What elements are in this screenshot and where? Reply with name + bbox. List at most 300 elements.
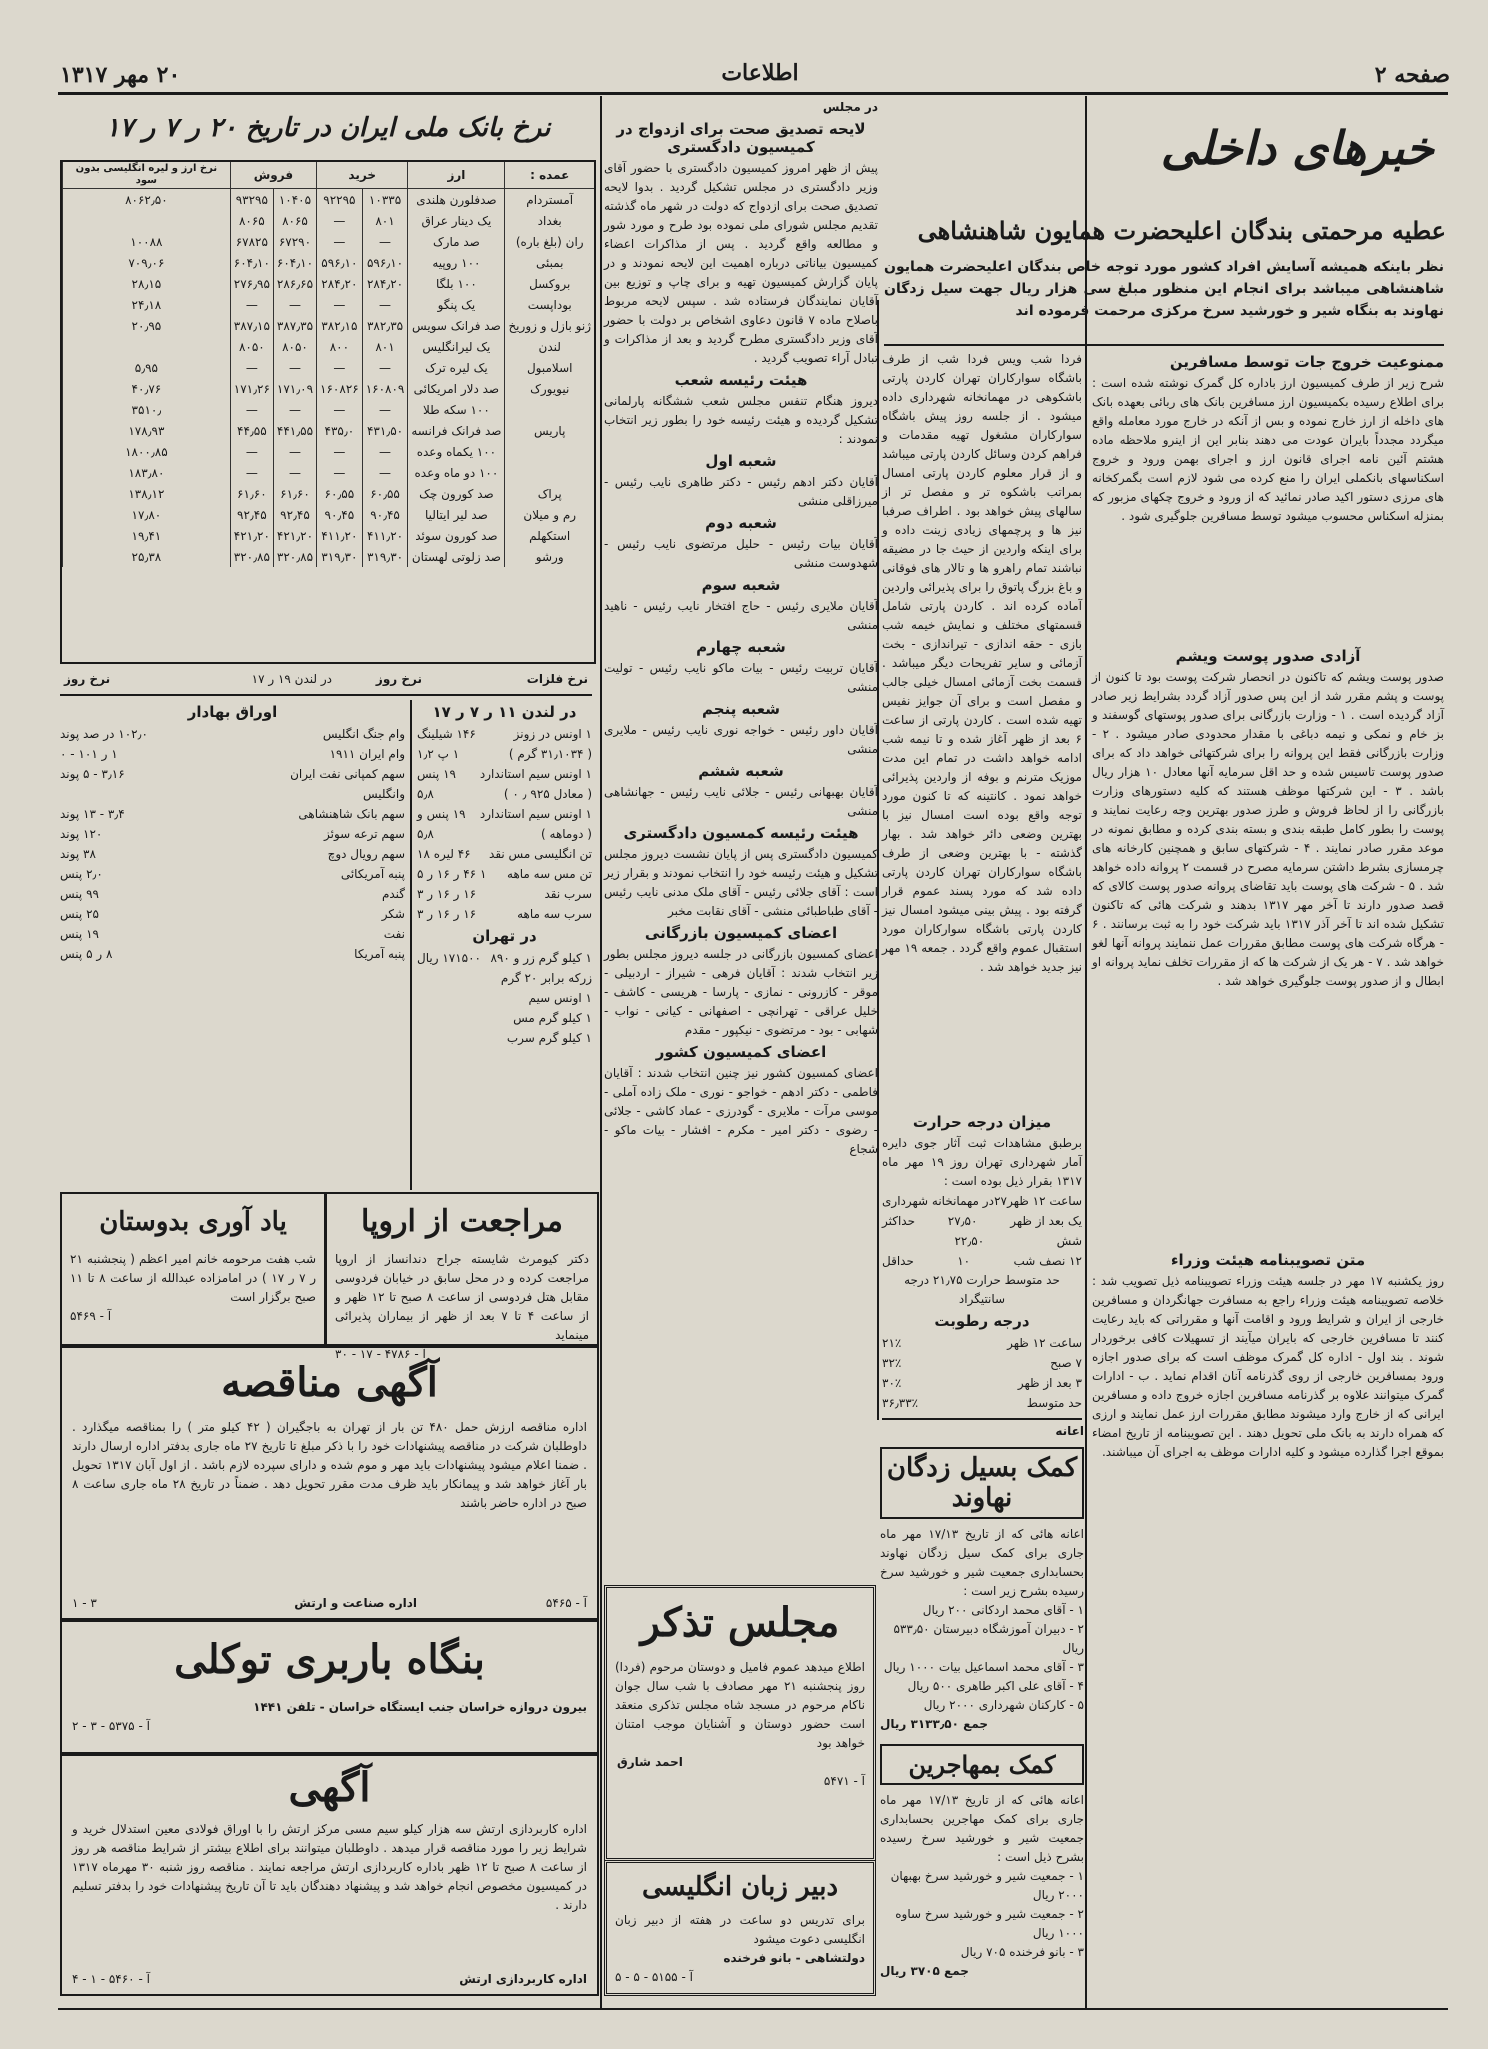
aid-total: جمع ۳۱۳۳٫۵۰ ریال xyxy=(880,1717,989,1731)
branch-title: شعبه اول xyxy=(705,452,777,470)
ad-body: دکتر کیومرث شایسته جراح دندانساز از اروپا مراجعت کرده و در محل سابق در خیابان فردوسی مقابل هتل فردوسی از ساعت ۸ صبح تا ۱۲ ظهر و از ساعت ۴ تا ۷ بعد از ظهر از بیماران پذیرائی مینماید xyxy=(335,1252,589,1342)
rates-cell-3: ۳۸۲٫۱۵ xyxy=(317,315,363,336)
metals-date: در لندن ۱۹ ر ۱۷ xyxy=(251,672,332,686)
rates-cell-1: صد لیر ایتالیا xyxy=(408,504,505,525)
notice-code: آ - ۵۱۵۵ - ۵ - ۵ xyxy=(615,1970,693,1984)
bond-row-cell-0: سهم ترعه سوئز xyxy=(324,827,405,841)
rates-cell-5: ۳۸۷٫۱۵ xyxy=(230,315,273,336)
branch-members: آقایان داور رئیس - خواجه نوری نایب رئیس - ملایری منشی xyxy=(604,723,878,756)
rates-row xyxy=(63,504,595,525)
notice-signature: دولتشاهی - بانو فرخنده xyxy=(723,1951,865,1965)
london-row-cell-0: ۱ اونس سیم استاندارد xyxy=(479,767,592,781)
rates-cell-1: ۱۰۰ سکه طلا xyxy=(408,399,505,420)
temperature-row xyxy=(882,1251,1082,1271)
health-bill-body: پیش از ظهر امروز کمیسیون دادگستری با حضور آقای وزیر دادگستری در مجلس تشکیل گردید . بدوا لایحه تصدیق صحت برای ازدواج که دولت در شهر ماه گذشته تقدیم مجلس شورای ملی نموده بود طرح و مورد شور و مطالعه واقع گردید . پس از مذاکرات اعضاء کمیسیون بیاناتی درباره اهمیت این لایحه نمودند و در پایان گزارش کمیسیون تهیه و برای چاپ و توزیع بین آقایان نمایندگان فرستاده شد . سپس لایحه مربوط باصلاح ماده ۷ قانون دعاوی اشخاص بر دولت با حضور آقای وزیر دادگستری مطرح گردید و بعد از مذاکرات و تبادل آراء تصویب گردید . xyxy=(604,161,878,365)
rates-cell-2: — xyxy=(362,294,408,315)
rule xyxy=(882,1418,1082,1420)
memorial-title: مجلس تذکر xyxy=(640,1599,840,1646)
tehran-row-cell-1: ۱۷۱۵۰۰ ریال xyxy=(417,951,481,965)
rates-row xyxy=(63,336,595,357)
rates-cell-1: صد فرانک سویس xyxy=(408,315,505,336)
ad-footer xyxy=(72,1970,587,1990)
rates-title: نرخ بانک ملی ایران در تاریخ ۲۰ ر ۷ ر ۱۷ xyxy=(105,113,551,143)
rates-cell-1: یک لیره ترک xyxy=(408,357,505,378)
london-row xyxy=(417,764,592,784)
rates-header xyxy=(60,98,596,158)
humidity-row xyxy=(882,1373,1082,1393)
rates-cell-6: ۱۰۰۸۸ xyxy=(63,231,231,252)
aid-list xyxy=(880,1601,1084,1715)
rates-row xyxy=(63,462,595,483)
royal-gift-lead: نظر باینکه همیشه آسایش افراد کشور مورد توجه خاص بندگان اعلیحضرت همایون شاهنشاهی میباشد برای انجام این منظور مبلغ سی هزار ریال جهت سیل زدگان نهاوند به بنگاه شیر و خورشید سرخ مرکزی مرحمت فرموده اند xyxy=(884,259,1444,319)
bond-row xyxy=(60,824,405,844)
export-article xyxy=(1092,644,1444,1244)
humidity-row-cell-0: ۷ صبح xyxy=(1050,1356,1082,1370)
ad-title: آگهی xyxy=(288,1764,371,1811)
royal-gift-headline: عطیه مرحمتی بندگان اعلیحضرت همایون شاهنشاهی xyxy=(917,216,1446,245)
rates-cell-5: ۴۲۱٫۲۰ xyxy=(230,525,273,546)
bond-row-cell-1: ۱۰۲٫۰ در صد پوند xyxy=(60,727,148,741)
bond-row-cell-0: سهم رویال دوچ xyxy=(327,847,405,861)
notice-title: دبیر زبان انگلیسی xyxy=(641,1872,839,1902)
rates-cell-3: — xyxy=(317,399,363,420)
rates-cell-1: صدفلورن هلندی xyxy=(408,189,505,211)
rates-cell-2: — xyxy=(362,231,408,252)
tehran-row xyxy=(417,968,592,988)
bond-row xyxy=(60,924,405,944)
judicial-body: کمیسیون دادگستری پس از پایان نشست دیروز مجلس تشکیل و هیئت رئیسه خود را انتخاب نمودند و بقرار زیر است : آقای جلائی رئیس - آقای ملک مدنی نایب رئیس - آقای طباطبائی منشی - آقای نقابت مخبر xyxy=(604,847,878,918)
rates-row xyxy=(63,420,595,441)
rates-row xyxy=(63,525,595,546)
bottom-rule xyxy=(58,2008,1448,2010)
rates-cell-3: ۹۰٫۴۵ xyxy=(317,504,363,525)
london-row xyxy=(417,904,592,924)
rates-cell-1: صد مارک xyxy=(408,231,505,252)
aid-item: ۵ - کارکنان شهرداری ۲۰۰۰ ریال xyxy=(923,1698,1084,1712)
humidity-row-cell-0: حد متوسط xyxy=(1026,1396,1082,1410)
bond-row-cell-1: ۲٫۰ پنس xyxy=(60,867,103,881)
rates-cell-5: ۹۳۲۹۵ xyxy=(230,189,273,211)
section-kicker: در مجلس xyxy=(822,100,878,114)
rates-cell-0 xyxy=(505,399,594,420)
rates-cell-4: ۱۷۱٫۰۹ xyxy=(273,378,316,399)
temperature-table xyxy=(882,1191,1082,1271)
humidity-row xyxy=(882,1333,1082,1353)
bond-row-cell-1: ۱ ر ۱۰۱ - ۰ xyxy=(60,747,118,761)
rates-cell-5: ۶۱٫۶۰ xyxy=(230,483,273,504)
branches-intro: دیروز هنگام تنفس مجلس شعب ششگانه پارلمانی تشکیل گردیده و هیئت رئیسه خود را بطور زیر انتخاب نمودند : xyxy=(604,394,878,446)
metals-label: نرخ فلزات xyxy=(526,672,588,686)
column-divider xyxy=(410,700,412,1190)
rates-cell-5: ۹۲٫۴۵ xyxy=(230,504,273,525)
aid-item: ۳ - آقای محمد اسماعیل بیات ۱۰۰۰ ریال xyxy=(883,1660,1084,1674)
ad-code: آ - ۵۳۷۵ - ۳ - ۲ xyxy=(72,1719,150,1733)
tehran-row xyxy=(417,1008,592,1028)
bond-row xyxy=(60,904,405,924)
london-row-cell-0: سرب نقد xyxy=(544,887,592,901)
rates-cell-5: ۲۷۶٫۹۵ xyxy=(230,273,273,294)
bond-row-cell-1: ۲۵ پنس xyxy=(60,907,99,921)
rates-row xyxy=(63,546,595,567)
rates-cell-5: — xyxy=(230,357,273,378)
rates-cell-0: ورشو xyxy=(505,546,594,567)
rates-cell-3: ۳۱۹٫۳۰ xyxy=(317,546,363,567)
memorial-code: آ - ۵۴۷۱ xyxy=(823,1774,865,1788)
rates-cell-4: — xyxy=(273,357,316,378)
tehran-title: در تهران xyxy=(472,927,537,945)
article-body: فردا شب ویس فردا شب از طرف باشگاه سوارکاران تهران کاردن پارتی باشکوهی در مهمانخانه شهرداری داده میشود . از جلسه روز پیش باشگاه سوارکاران مشغول تهیه مقدمات و فراهم کردن وسائل کاردن پارتی میباشد و از قرار معلوم کاردن پارتی امسال بمراتب باشکوه تر و مفصل تر از سالهای پیش خواهد بود . اطراف صرفبا نیز ها و پرچمهای زیادی زینت داده و برای اینکه واردین از حیث جا در مضیقه نباشند تمام راهرو ها و تالار های فوقانی و باغ بزرگ پاتوق را برای پذیرائی واردین آماده کرده اند . کاردن پارتی شامل قسمتهای مختلف و نمایش خیمه شب بازی - حقه اندازی - تیراندازی - بخت آزمائی و سایر تفریحات دیگر میباشد . قسمت بخت آزمائی امسال خیلی جالب و مفصل است و برای آن جوایز نفیس تهیه شده است . کاردن پارتی از ساعت ۶ بعد از ظهر آغاز شده و تا نیمه شب ادامه خواهد داشت در تمام این مدت موزیک مترنم و بوفه از واردین پذیرائی خواهد نمود . کانتینه که تا کنون مورد توجه واقع بوده است امسال نیز با بهترین وضعی دائر خواهد شد . بهار گذشته - با بهترین وضعی از طرف باشگاه سوارکاران تهران کاردن پارتی داده شد که مورد پسند عموم قرار گرفته بود . پیش بینی میشود امسال نیز کاردن پارتی باشگاه سوارکاران مورد استقبال عموم واقع گردد . جمعه ۱۹ مهر نیز جدید خواهد شد . xyxy=(882,352,1082,974)
rates-cell-5: — xyxy=(230,399,273,420)
branch-title: شعبه ششم xyxy=(698,762,784,780)
rates-cell-3: ۶۰٫۵۵ xyxy=(317,483,363,504)
london-row-cell-1: ۱۶ ر ۱۶ ر ۳ xyxy=(417,887,477,901)
ad-body: شب هفت مرحومه خانم امیر اعظم ( پنجشنبه ۲۱ ر ۷ ر ۱۷ ) در امامزاده عبدالله از ساعت ۸ تا ۱۱ صبح برگزار است xyxy=(70,1252,317,1304)
rates-cell-0: رم و میلان xyxy=(505,504,594,525)
migrant-aid-item: ۲ - جمعیت شیر و خورشید سرخ ساوه ۱۰۰۰ ریال xyxy=(895,1907,1084,1940)
tehran-row xyxy=(417,1028,592,1048)
rates-cell-3: ۲۸۴٫۲۰ xyxy=(317,273,363,294)
ad-office: اداره صناعت و ارتش xyxy=(294,1596,417,1610)
branch-title: شعبه پنجم xyxy=(702,700,780,718)
tehran-row-cell-0: ۱ کیلو گرم سرب xyxy=(506,1031,592,1045)
bond-row-cell-0: وام جنگ انگلیس xyxy=(322,727,405,741)
bond-row-cell-0: نفت xyxy=(383,927,405,941)
rates-cell-6: ۱۹٫۴۱ xyxy=(63,525,231,546)
rates-cell-3: ۸۰۰ xyxy=(317,336,363,357)
ad-code: آ - ۵۴۶۰ - ۱ - ۴ xyxy=(72,1972,150,1986)
tender-ad xyxy=(60,1346,599,1620)
temperature-row-cell-0: ۱۲ نصف شب xyxy=(1013,1254,1082,1268)
migrants-list xyxy=(880,1867,1084,1962)
rates-cell-1: صد زلوتی لهستان xyxy=(408,546,505,567)
rates-cell-2: — xyxy=(362,441,408,462)
rates-cell-4: ۸۰۵۰ xyxy=(273,336,316,357)
rates-cell-3: ۹۲۲۹۵ xyxy=(317,189,363,211)
rates-cell-4: ۳۸۷٫۳۵ xyxy=(273,315,316,336)
bond-row xyxy=(60,884,405,904)
bond-row-cell-0: پنبه آمریکائی xyxy=(340,867,405,881)
rates-cell-2: ۶۰٫۵۵ xyxy=(362,483,408,504)
bond-row xyxy=(60,844,405,864)
tehran-row-cell-0: ۱ کیلو گرم مس xyxy=(513,1011,592,1025)
memorial-notice xyxy=(604,1585,876,1861)
temperature-row xyxy=(882,1191,1082,1211)
rates-cell-3: ۱۶۰۸۲۶ xyxy=(317,378,363,399)
exit-ban-article xyxy=(1092,350,1444,640)
london-row-cell-0: ۱ اونس در زونز xyxy=(513,727,592,741)
london-row-cell-0: ( ۳۱٫۱۰۳۴ گرم ) xyxy=(508,747,592,761)
temperature-row xyxy=(882,1211,1082,1231)
rates-cell-0: بوداپست xyxy=(505,294,594,315)
rates-cell-1: ۱۰۰ دو ماه وعده xyxy=(408,462,505,483)
temperature-row-cell-1: ۲۲٫۵۰ xyxy=(954,1234,985,1248)
rates-cell-2: ۸۰۱ xyxy=(362,336,408,357)
rates-cell-6: ۱۸۳٫۸۰ xyxy=(63,462,231,483)
aid-item: ۱ - آقای محمد اردکانی ۲۰۰ ریال xyxy=(922,1603,1084,1617)
temperature-average: حد متوسط حرارت ۲۱٫۷۵ درجه سانتیگراد xyxy=(904,1273,1060,1306)
rates-cell-1: صد فرانک فرانسه xyxy=(408,420,505,441)
parliament-column xyxy=(604,98,878,1398)
rates-cell-4: ۸۰۶۵ xyxy=(273,210,316,231)
rates-row xyxy=(63,294,595,315)
london-row-cell-1: ۱۴۶ شیلینگ xyxy=(417,727,476,741)
london-row xyxy=(417,824,592,844)
ad-code: آ - ۵۴۶۹ xyxy=(70,1309,112,1323)
rates-cell-4: ۶۰۴٫۱۰ xyxy=(273,252,316,273)
page-number: صفحه ۲ xyxy=(1374,62,1450,88)
branch-members: آقایان بیات رئیس - حلیل مرتضوی نایب رئیس - شهدوست منشی xyxy=(604,537,878,570)
rates-cell-5: ۶۰۴٫۱۰ xyxy=(230,252,273,273)
rates-cell-4: — xyxy=(273,399,316,420)
english-teacher-notice xyxy=(604,1860,876,1996)
rates-cell-0: آمستردام xyxy=(505,189,594,211)
london-row xyxy=(417,744,592,764)
rates-cell-0 xyxy=(505,462,594,483)
col-header-buy: خرید xyxy=(317,162,408,189)
bond-row-cell-0: سهم کمپانی نفت ایران xyxy=(290,767,405,781)
london-row-cell-1: ۱۶ ر ۱۶ ر ۳ xyxy=(417,907,477,921)
rates-cell-0: بمبئی xyxy=(505,252,594,273)
domestic-news-header xyxy=(1092,98,1444,208)
rates-cell-1: یک پنگو xyxy=(408,294,505,315)
humidity-row-cell-1: ۳۰٪ xyxy=(882,1376,902,1390)
london-row-cell-0: سرب سه ماهه xyxy=(517,907,592,921)
rates-row xyxy=(63,399,595,420)
rates-cell-2: — xyxy=(362,357,408,378)
rates-row xyxy=(63,378,595,399)
rates-cell-1: ۱۰۰ روپیه xyxy=(408,252,505,273)
newspaper-name: اطلاعات xyxy=(721,60,799,86)
col-header-city: عمده : xyxy=(505,162,594,189)
temperature-title: میزان درجه حرارت xyxy=(912,1113,1052,1131)
friends-reminder-ad xyxy=(60,1192,326,1346)
london-row xyxy=(417,844,592,864)
exchange-rates-table xyxy=(62,162,594,567)
return-from-europe-ad xyxy=(325,1192,599,1361)
aid-item: ۴ - آقای علی اکبر طاهری ۵۰۰ ریال xyxy=(907,1679,1084,1693)
rates-cell-5: ۴۴٫۵۵ xyxy=(230,420,273,441)
rates-cell-1: یک دینار عراق xyxy=(408,210,505,231)
rates-cell-2: ۵۹۶٫۱۰ xyxy=(362,252,408,273)
bond-row-cell-1: ۳۸ پوند xyxy=(60,847,96,861)
rates-cell-0: لندن xyxy=(505,336,594,357)
migrant-aid-item: ۳ - بانو فرخنده ۷۰۵ ریال xyxy=(960,1945,1084,1959)
rates-cell-6: ۱۸۰۰٫۸۵ xyxy=(63,441,231,462)
london-row-cell-0: ۱ اونس سیم استاندارد xyxy=(479,807,592,821)
memorial-signature: احمد شارق xyxy=(617,1755,683,1769)
aid-intro: اعانه هائی که از تاریخ ۱۷/۱۳ مهر ماه جاری برای کمک سیل زدگان نهاوند بحسابداری جمعیت شیر و خورشید سرخ رسیده بشرح زیر است : xyxy=(880,1527,1084,1598)
rates-cell-1: ۱۰۰ یکماه وعده xyxy=(408,441,505,462)
rule xyxy=(884,344,1444,346)
rates-cell-2: ۱۰۳۳۵ xyxy=(362,189,408,211)
col-header-currency: ارز xyxy=(408,162,505,189)
bond-row-cell-0: پنبه آمریکا xyxy=(354,947,405,961)
rates-cell-3: — xyxy=(317,231,363,252)
rates-cell-3: — xyxy=(317,294,363,315)
london-row-cell-1: ۱ ۴۶ ر ۱۶ ر ۵ xyxy=(417,867,487,881)
rates-cell-3: — xyxy=(317,441,363,462)
temperature-row-cell-1: ۲۷٫۵۰ xyxy=(947,1214,978,1228)
temperature-row-cell-2: در مهمانخانه شهرداری xyxy=(882,1194,994,1208)
rates-table-frame xyxy=(60,160,596,664)
rates-cell-4: ۳۲۰٫۸۵ xyxy=(273,546,316,567)
rates-row xyxy=(63,441,595,462)
rates-cell-2: — xyxy=(362,399,408,420)
tehran-list xyxy=(417,948,592,1048)
bond-row xyxy=(60,804,405,824)
london-row xyxy=(417,864,592,884)
rates-cell-0: نیویورک xyxy=(505,378,594,399)
metals-header-row xyxy=(60,664,592,696)
bond-row xyxy=(60,944,405,964)
rates-cell-6 xyxy=(63,336,231,357)
ad-title: آگهی مناقصه xyxy=(221,1359,438,1406)
humidity-row-cell-1: ۳۲٪ xyxy=(882,1356,902,1370)
temperature-row-cell-1: ۲۷ xyxy=(994,1194,1007,1208)
rates-cell-5: ۶۷۸۲۵ xyxy=(230,231,273,252)
ad-code: آ - ۴۷۸۶ - ۱۷ - ۳۰ xyxy=(335,1347,426,1361)
migrants-intro: اعانه هائی که از تاریخ ۱۷/۱۳ مهر ماه جاری برای کمک مهاجرین بحسابداری جمعیت شیر و خورشید سرخ رسیده بشرح ذیل است : xyxy=(880,1793,1084,1864)
memorial-body: اطلاع میدهد عموم فامیل و دوستان مرحوم (فردا) روز پنجشنبه ۲۱ مهر مصادف با شب سال جوان ناکام مرحوم در مسجد شاه مجلس تذکری منعقد است حضور دوستان و آشنایان موجب امتنان خواهد بود xyxy=(615,1660,865,1750)
ad-title: مراجعت از اروپا xyxy=(361,1204,563,1239)
london-row xyxy=(417,724,592,744)
col-header-sell: فروش xyxy=(230,162,316,189)
bond-row xyxy=(60,724,405,744)
bond-row-cell-1: ۸ ر ۵ پنس xyxy=(60,947,113,961)
bond-row-cell-1: ۹۹ پنس xyxy=(60,887,99,901)
ad-body: اداره کاربردازی ارتش سه هزار کیلو سیم مسی مرکز ارتش را با اوراق فولادی معین استدلال خرید و شرایط زیر را مورد مناقصه قرار میدهد . داوطلبان میتوانند برای اطلاع بیشتر از شرایط مناقصه هر روز از ساعت ۸ صبح تا ۱۲ ظهر باداره کاربردازی ارتش مراجعه نمایند . مناقصه روز شنبه ۳۰ مهرماه ۱۳۱۷ در کمیسیون مخصوص انجام خواهد شد و پیشنهاد دهندگان باید تا آن تاریخ پیشنهادات خود را بدفتر تسلیم دارند . xyxy=(72,1822,588,1912)
metals-section xyxy=(60,700,592,1190)
migrants-total: جمع ۳۷۰۵ ریال xyxy=(880,1964,969,1978)
rates-cell-0: پاریس xyxy=(505,420,594,441)
masthead-rule xyxy=(58,92,1448,95)
humidity-title: درجه رطوبت xyxy=(934,1312,1030,1330)
rates-cell-6: ۴۰٫۷۶ xyxy=(63,378,231,399)
humidity-row-cell-0: ساعت ۱۲ ظهر xyxy=(1007,1336,1082,1350)
rates-cell-0 xyxy=(505,441,594,462)
rates-cell-4: ۹۲٫۴۵ xyxy=(273,504,316,525)
london-row-cell-1: ۵٫۸ xyxy=(417,787,434,801)
temperature-intro: برطبق مشاهدات ثبت آثار جوی دایره آمار شهرداری تهران روز ۱۹ مهر ماه ۱۳۱۷ بقرار ذیل بوده است : xyxy=(882,1136,1082,1188)
bond-row-cell-0: شکر xyxy=(381,907,405,921)
section-title: خبرهای داخلی xyxy=(1160,121,1434,175)
rates-cell-2: ۳۱۹٫۳۰ xyxy=(362,546,408,567)
branch-title: شعبه دوم xyxy=(705,514,777,532)
bonds-title: اوراق بهادار xyxy=(187,703,278,721)
ad-footer xyxy=(72,1594,587,1614)
bond-row-cell-1: ۳٫۴ - ۱۳ پوند xyxy=(60,807,125,821)
london-row-cell-1: ۵٫۸ xyxy=(417,827,434,841)
rates-cell-5: ۸۰۶۵ xyxy=(230,210,273,231)
rates-cell-1: صد کورون سوئد xyxy=(408,525,505,546)
ad-title: بنگاه باربری توکلی xyxy=(174,1636,485,1683)
rates-cell-5: ۸۰۵۰ xyxy=(230,336,273,357)
rates-cell-0: بغداد xyxy=(505,210,594,231)
rates-cell-0: بروکسل xyxy=(505,273,594,294)
rates-cell-2: ۲۸۴٫۲۰ xyxy=(362,273,408,294)
bond-row-cell-0: سهم بانک شاهنشاهی xyxy=(298,807,405,821)
rates-cell-4: ۴۲۱٫۲۰ xyxy=(273,525,316,546)
temperature-row-cell-0: ساعت ۱۲ ظهر xyxy=(1007,1194,1082,1208)
london-row xyxy=(417,784,592,804)
rates-cell-3: — xyxy=(317,462,363,483)
rates-cell-0: ران (بلغ باره) xyxy=(505,231,594,252)
rates-cell-2: ۴۱۱٫۲۰ xyxy=(362,525,408,546)
humidity-table xyxy=(882,1333,1082,1413)
rates-cell-6: ۸۰۶۲٫۵۰ xyxy=(63,189,231,211)
ad-body: بیرون دروازه خراسان جنب ایستگاه خراسان - تلفن ۱۴۴۱ xyxy=(253,1700,587,1714)
temperature-row-cell-2: حداکثر xyxy=(882,1214,916,1228)
rates-cell-6: ۱۷٫۸۰ xyxy=(63,504,231,525)
rates-cell-6: ۲۴٫۱۸ xyxy=(63,294,231,315)
tehran-row-cell-0: زرکه برابر ۲۰ گرم xyxy=(500,971,592,985)
rates-cell-2: ۸۰۱ xyxy=(362,210,408,231)
article-title: متن تصویبنامه هیئت وزراء xyxy=(1170,1251,1366,1269)
rates-row xyxy=(63,231,595,252)
ad-office-code: ۳ - ۱ xyxy=(72,1596,97,1610)
issue-date: ۲۰ مهر ۱۳۱۷ xyxy=(60,62,181,88)
temperature-row xyxy=(882,1231,1082,1251)
rates-cell-1: صد کورون چک xyxy=(408,483,505,504)
branch-members: آقایان ملایری رئیس - حاج افتخار نایب رئیس - ناهید منشی xyxy=(604,599,878,632)
humidity-row-cell-1: ۲۱٪ xyxy=(882,1336,902,1350)
country-title: اعضای کمیسیون کشور xyxy=(655,1043,827,1061)
rates-cell-2: ۹۰٫۴۵ xyxy=(362,504,408,525)
rates-cell-4: ۶۱٫۶۰ xyxy=(273,483,316,504)
london-metals xyxy=(417,700,592,1190)
rates-cell-3: — xyxy=(317,210,363,231)
london-row xyxy=(417,884,592,904)
rates-cell-2: ۴۳۱٫۵۰ xyxy=(362,420,408,441)
bond-row xyxy=(60,864,405,884)
temperature-row-cell-0: یک بعد از ظهر xyxy=(1010,1214,1082,1228)
branch-members: آقایان تربیت رئیس - بیات ماکو نایب رئیس - تولیت منشی xyxy=(604,661,878,694)
rates-cell-4: — xyxy=(273,441,316,462)
rates-cell-0: ژنو بازل و زوریخ xyxy=(505,315,594,336)
branches-title: هیئت رئیسه شعب xyxy=(674,371,808,389)
commerce-body: اعضای کمسیون بازرگانی در جلسه دیروز مجلس بطور زیر انتخاب شدند : آقایان فرهی - شیراز - اردبیلی - موقر - کازرونی - نمازی - پارسا - هریسی - کاشف - خلیل عراقی - تهرانچی - اصفهانی - کیانی - نواب - شهابی - بود - مرتضوی - نیکپور - مقدم xyxy=(604,947,878,1037)
ad-office: اداره کاربردازی ارتش xyxy=(459,1972,587,1986)
rates-cell-6: ۲۰٫۹۵ xyxy=(63,315,231,336)
metals-rate: نرخ روز xyxy=(64,672,111,686)
rates-row xyxy=(63,252,595,273)
london-row-cell-0: تن انگلیسی مس نقد xyxy=(489,847,592,861)
bonds-list xyxy=(60,724,405,964)
rates-cell-4: ۶۷۲۹۰ xyxy=(273,231,316,252)
rates-row xyxy=(63,189,595,211)
col-header-pound: نرخ ارز و لیره انگلیسی بدون سود xyxy=(63,162,231,189)
london-title: در لندن ۱۱ ر ۷ ر ۱۷ xyxy=(432,703,577,721)
temperature-row-cell-0: شش xyxy=(1056,1234,1082,1248)
rates-cell-6: ۳۵۱۰٫ xyxy=(63,399,231,420)
aid-title: کمک بسیل زدگان نهاوند xyxy=(880,1447,1084,1519)
metals-sub: نرخ روز xyxy=(375,672,422,686)
rates-cell-4: — xyxy=(273,462,316,483)
rates-cell-5: ۳۲۰٫۸۵ xyxy=(230,546,273,567)
ad-body: اداره مناقصه ارزش حمل ۴۸۰ تن بار از تهران به باجگیران ( ۴۲ کیلو متر ) را بمناقصه میگذارد . داوطلبان شرکت در مناقصه پیشنهادات خود را با ذکر مبلغ تا تاریخ ۲۷ ماه جاری بدفتر اداره ارسال دارند . ضمنا اعلام میشود پیشنهادات باید مهر و موم شده و دارای سپرده لازم باشد . از اول آبان ۱۳۱۷ تحویل بار آغاز خواهد شد و پیمانکار باید ظرف مدت مقرر تحویل دهد . ضمناً در تاریخ ۲۸ ماه جاری ساعت ۸ صبح در اداره حاضر باشند xyxy=(72,1420,587,1510)
humidity-row xyxy=(882,1353,1082,1373)
branch-title: شعبه چهارم xyxy=(696,638,786,656)
bond-row-cell-0: وانگلیس xyxy=(363,787,405,801)
london-row-cell-0: ( دوماهه ) xyxy=(541,827,592,841)
rates-cell-0: پراک xyxy=(505,483,594,504)
aid-label: اعانه xyxy=(1055,1424,1084,1438)
bond-row xyxy=(60,784,405,804)
temperature-row-cell-1: ۱۰ xyxy=(957,1254,971,1268)
health-bill-title: لایحه تصدیق صحت برای ازدواج در کمیسیون دادگستری xyxy=(616,120,866,156)
rates-row xyxy=(63,483,595,504)
rates-cell-1: ۱۰۰ بلگا xyxy=(408,273,505,294)
